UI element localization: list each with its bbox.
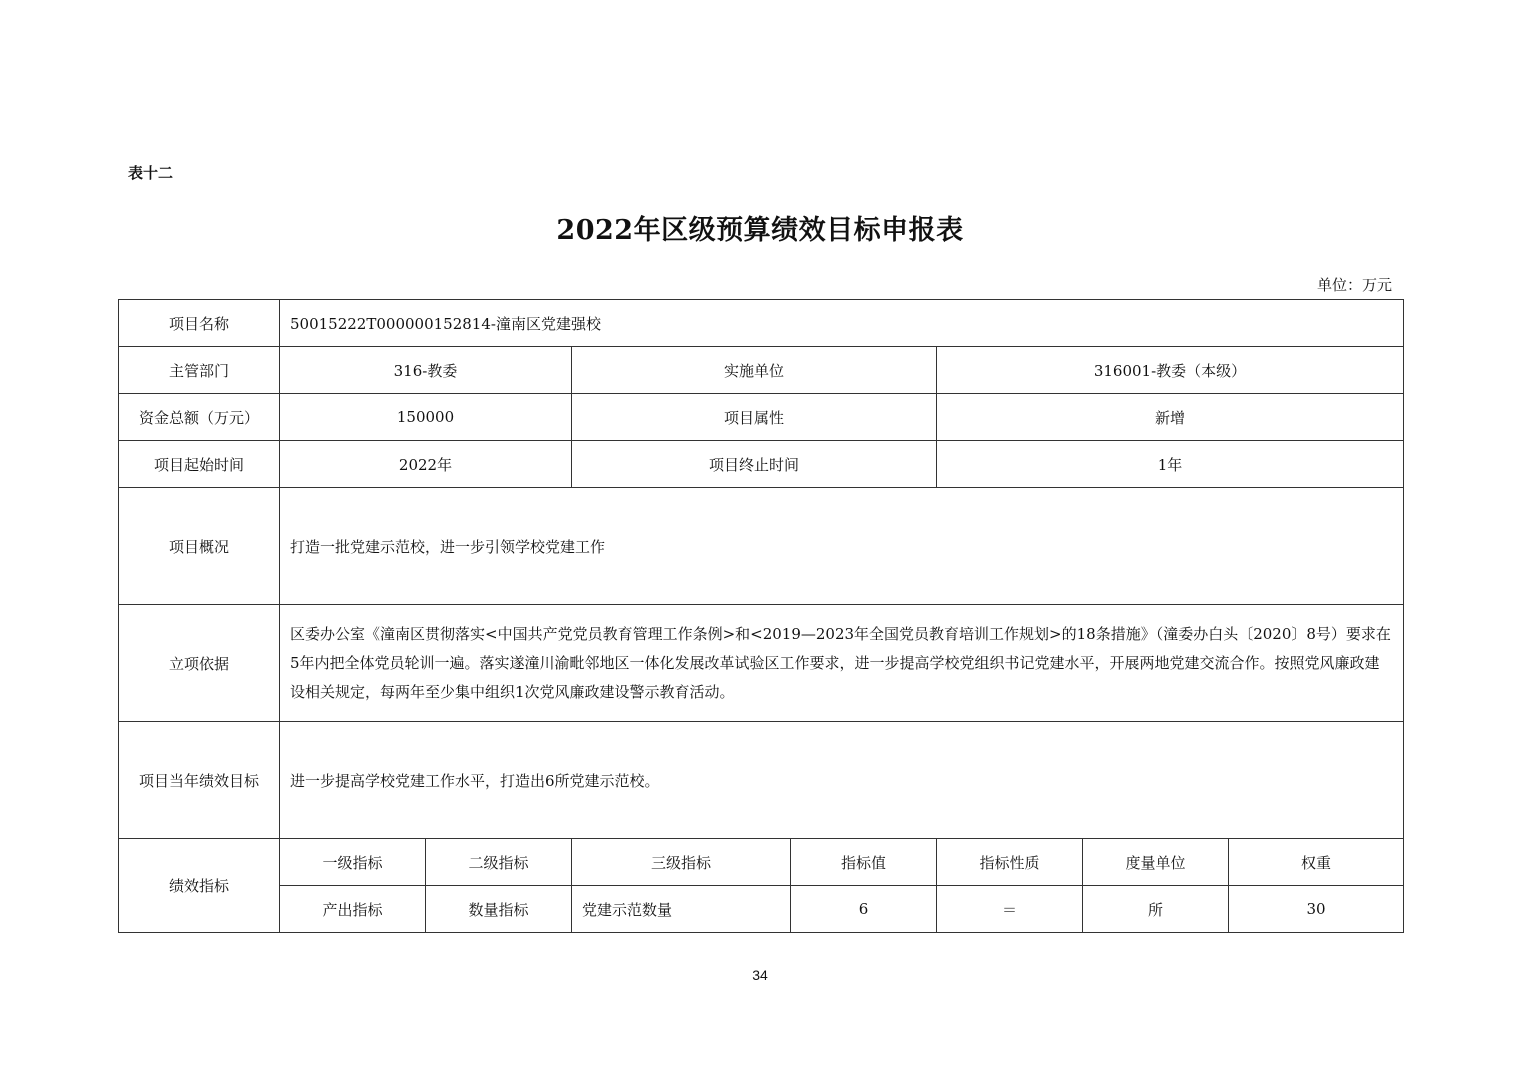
project-attribute-label: 项目属性 — [572, 394, 937, 441]
start-time-label: 项目起始时间 — [119, 441, 280, 488]
page-title: 2022年区级预算绩效目标申报表 — [556, 215, 964, 246]
row-overview — [119, 488, 1404, 605]
indicator-header-unit: 度量单位 — [1083, 839, 1229, 886]
project-attribute-value: 新增 — [937, 394, 1404, 441]
indicator-nature: ＝ — [937, 886, 1083, 933]
row-project-name — [119, 300, 1404, 347]
indicator-header-level1: 一级指标 — [280, 839, 426, 886]
row-annual-goal — [119, 722, 1404, 839]
indicator-header-level2: 二级指标 — [426, 839, 572, 886]
indicator-header-level3: 三级指标 — [572, 839, 791, 886]
indicator-level3: 党建示范数量 — [572, 886, 791, 933]
basis-value: 区委办公室《潼南区贯彻落实<中国共产党党员教育管理工作条例>和<2019—2023年全国党员教育培训工作规划>的18条措施》（潼委办白头〔2020〕8号）要求在5年内把全体党员轮训一遍。落实遂潼川渝毗邻地区一体化发展改革试验区工作要求，进一步提高学校党组织书记党建水平，开展两地党建交流合作。按照党风廉政建设相关规定，每两年至少集中组织1次党风廉政建设警示教育活动。 — [280, 605, 1404, 722]
indicator-header-row — [119, 839, 1404, 886]
indicator-header-nature: 指标性质 — [937, 839, 1083, 886]
basis-label: 立项依据 — [119, 605, 280, 722]
implementing-unit-value: 316001-教委（本级） — [937, 347, 1404, 394]
indicator-header-value: 指标值 — [791, 839, 937, 886]
overview-value: 打造一批党建示范校，进一步引领学校党建工作 — [280, 488, 1404, 605]
page-number: 34 — [752, 967, 768, 983]
budget-performance-table — [118, 299, 1404, 933]
indicator-weight: 30 — [1229, 886, 1404, 933]
department-value: 316-教委 — [280, 347, 572, 394]
indicator-row — [119, 886, 1404, 933]
row-basis — [119, 605, 1404, 722]
row-department — [119, 347, 1404, 394]
table-label: 表十二 — [128, 164, 174, 182]
indicator-header-weight: 权重 — [1229, 839, 1404, 886]
row-timeline — [119, 441, 1404, 488]
overview-label: 项目概况 — [119, 488, 280, 605]
project-name-value: 50015222T000000152814-潼南区党建强校 — [280, 300, 1404, 347]
funding-label: 资金总额（万元） — [119, 394, 280, 441]
annual-goal-value: 进一步提高学校党建工作水平，打造出6所党建示范校。 — [280, 722, 1404, 839]
project-name-label: 项目名称 — [119, 300, 280, 347]
start-time-value: 2022年 — [280, 441, 572, 488]
annual-goal-label: 项目当年绩效目标 — [119, 722, 280, 839]
indicators-label: 绩效指标 — [119, 839, 280, 933]
department-label: 主管部门 — [119, 347, 280, 394]
indicator-level2: 数量指标 — [426, 886, 572, 933]
unit-note: 单位：万元 — [1316, 276, 1392, 294]
indicator-level1: 产出指标 — [280, 886, 426, 933]
implementing-unit-label: 实施单位 — [572, 347, 937, 394]
row-funding — [119, 394, 1404, 441]
end-time-value: 1年 — [937, 441, 1404, 488]
indicator-unit: 所 — [1083, 886, 1229, 933]
indicator-value: 6 — [791, 886, 937, 933]
funding-value: 150000 — [280, 394, 572, 441]
end-time-label: 项目终止时间 — [572, 441, 937, 488]
